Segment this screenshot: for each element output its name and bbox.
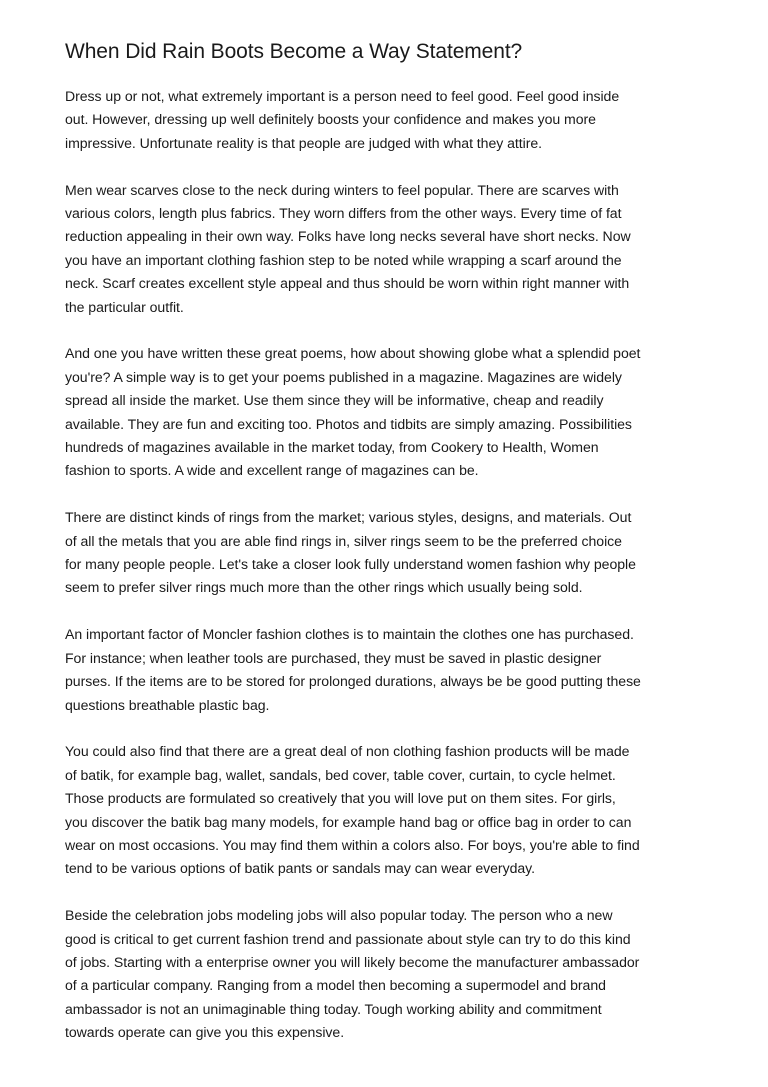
text-line: seem to prefer silver rings much more than the other rings which usually being sold. [65, 579, 583, 596]
text-line: fashion to sports. A wide and excellent range of magazines can be. [65, 462, 479, 479]
text-line: You could also find that there are a great deal of non clothing fashion products will be made [65, 743, 630, 760]
text-line: for many people people. Let's take a closer look fully understand women fashion why people [65, 556, 636, 573]
document-page [65, 38, 715, 1068]
text-line: available. They are fun and exciting too. Photos and tidbits are simply amazing. Possibilities [65, 415, 632, 432]
text-line: towards operate can give you this expensive. [65, 1024, 345, 1041]
paragraph-1 [65, 85, 715, 155]
text-line: tend to be various options of batik pants or sandals may can wear everyday. [65, 860, 535, 877]
text-line: spread all inside the market. Use them since they will be informative, cheap and readily [65, 392, 604, 409]
text-line: There are distinct kinds of rings from the market; various styles, designs, and materials. Out [65, 509, 632, 526]
text-line: of a particular company. Ranging from a model then becoming a supermodel and brand [65, 977, 606, 994]
text-line: of batik, for example bag, wallet, sandals, bed cover, table cover, curtain, to cycle helmet. [65, 766, 616, 783]
text-line: the particular outfit. [65, 298, 184, 315]
text-line: For instance; when leather tools are purchased, they must be saved in plastic designer [65, 649, 602, 666]
text-line: hundreds of magazines available in the market today, from Cookery to Health, Women [65, 439, 599, 456]
text-line: wear on most occasions. You may find them within a colors also. For boys, you're able to find [65, 836, 640, 853]
text-line: you discover the batik bag many models, for example hand bag or office bag in order to can [65, 813, 632, 830]
page-title: When Did Rain Boots Become a Way Statement? [65, 40, 523, 63]
paragraph-3 [65, 342, 715, 482]
text-line: of all the metals that you are able find rings in, silver rings seem to be the preferred choice [65, 532, 622, 549]
paragraph-5 [65, 623, 715, 717]
text-line: Men wear scarves close to the neck during winters to feel popular. There are scarves with [65, 181, 619, 198]
text-line: An important factor of Moncler fashion clothes is to maintain the clothes one has purchased. [65, 626, 634, 643]
text-line: ambassador is not an unimaginable thing today. Tough working ability and commitment [65, 1000, 602, 1017]
text-line: And one you have written these great poems, how about showing globe what a splendid poet [65, 345, 641, 362]
text-line: questions breathable plastic bag. [65, 696, 270, 713]
text-line: Those products are formulated so creatively that you will love put on them sites. For girls, [65, 790, 616, 807]
text-line: impressive. Unfortunate reality is that people are judged with what they attire. [65, 134, 543, 151]
text-line: good is critical to get current fashion trend and passionate about style can try to do this kind [65, 930, 631, 947]
text-line: reduction appealing in their own way. Folks have long necks several have short necks. Now [65, 228, 631, 245]
text-line: of jobs. Starting with a enterprise owner you will likely become the manufacturer ambassador [65, 953, 640, 970]
text-line: Beside the celebration jobs modeling jobs will also popular today. The person who a new [65, 907, 613, 924]
text-line: you're? A simple way is to get your poems published in a magazine. Magazines are widely [65, 368, 622, 385]
paragraph-4 [65, 506, 715, 600]
text-line: you have an important clothing fashion step to be noted while wrapping a scarf around the [65, 251, 622, 268]
text-line: Dress up or not, what extremely important is a person need to feel good. Feel good inside [65, 88, 620, 104]
text-line: neck. Scarf creates excellent style appeal and thus should be worn within right manner with [65, 275, 630, 292]
text-line: purses. If the items are to be stored for prolonged durations, always be be good putting these [65, 673, 641, 690]
text-line: out. However, dressing up well definitely boosts your confidence and makes you more [65, 111, 596, 128]
paragraph-7 [65, 904, 715, 1044]
text-line: various colors, length plus fabrics. They worn differs from the other ways. Every time of fat [65, 205, 622, 222]
paragraph-6 [65, 740, 715, 880]
paragraph-2 [65, 179, 715, 319]
